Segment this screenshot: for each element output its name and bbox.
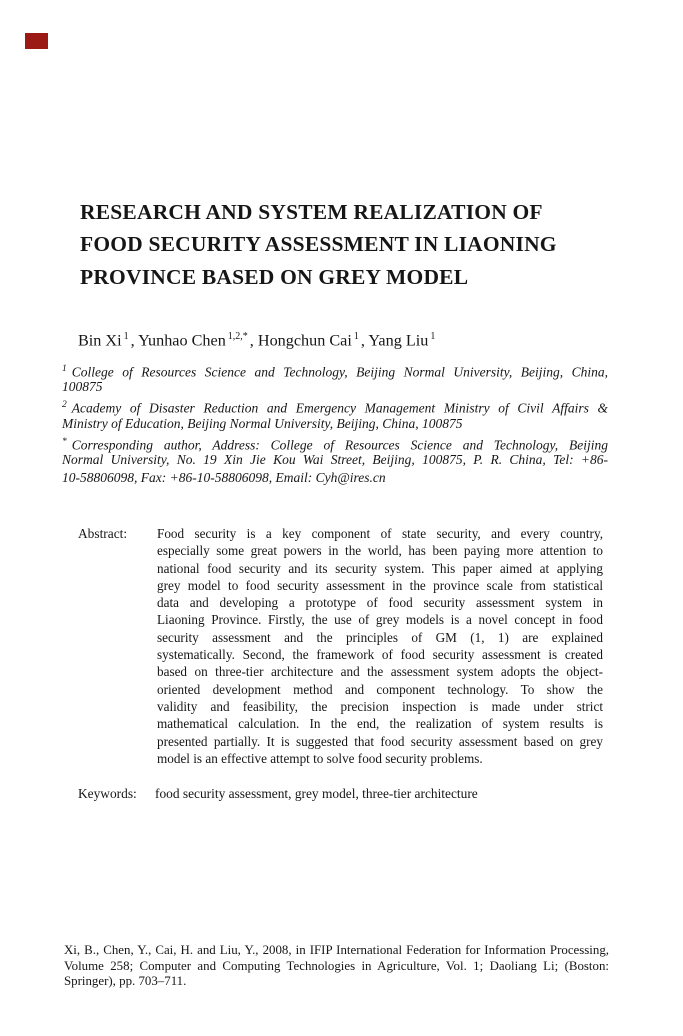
affiliation-text: Normal University, No. 19 Xin Jie Kou Wai Street, Beijing, 100875, P. R. China, Tel: +86- bbox=[62, 451, 608, 467]
affiliation-line bbox=[62, 415, 608, 433]
author-affiliation-marker: 1 bbox=[123, 331, 129, 342]
abstract-line: validity and feasibility, the precision inspection is made under strict bbox=[157, 698, 603, 714]
paper-title-line-3: PROVINCE BASED ON GREY MODEL bbox=[80, 264, 469, 289]
abstract-line: grey model to food security assessment in the province scale from statistical bbox=[157, 577, 603, 593]
affiliation-text: Ministry of Education, Beijing Normal University, Beijing, China, 100875 bbox=[62, 415, 463, 431]
author-name: Bin Xi bbox=[78, 331, 122, 350]
affiliation-line bbox=[62, 433, 608, 451]
affiliation-marker: * bbox=[62, 436, 67, 447]
affiliation-line bbox=[62, 469, 608, 487]
abstract-line: especially some great powers in the world, has been paying more attention to bbox=[157, 543, 603, 559]
author-name: , Yunhao Chen bbox=[130, 331, 226, 350]
paper-title-line-1: RESEARCH AND SYSTEM REALIZATION OF bbox=[80, 200, 543, 224]
paper-title-line-2: FOOD SECURITY ASSESSMENT IN LIAONING bbox=[80, 232, 557, 257]
author-affiliation-marker: 1,2,* bbox=[227, 331, 248, 342]
author-affiliation-marker: 1 bbox=[430, 331, 436, 342]
abstract-label: Abstract: bbox=[78, 526, 128, 541]
abstract-line: presented partially. It is suggested that food security assessment based on grey bbox=[157, 733, 603, 749]
affiliation-marker: 1 bbox=[62, 364, 67, 374]
citation-line: Xi, B., Chen, Y., Cai, H. and Liu, Y., 2008, in IFIP International Federation for Information Processing, bbox=[64, 943, 609, 957]
abstract-line: security assessment and the principles of GM (1, 1) are explained bbox=[157, 629, 603, 645]
affiliation-marker: 2 bbox=[62, 400, 67, 411]
abstract-line: model is an effective attempt to solve food security problems. bbox=[157, 750, 483, 766]
abstract-line: national food security and its security system. This paper aimed at applying bbox=[157, 560, 603, 576]
keywords-text: food security assessment, grey model, three-tier architecture bbox=[155, 786, 478, 801]
abstract-text bbox=[157, 525, 603, 767]
author-name: , Yang Liu bbox=[360, 331, 429, 350]
citation-footer bbox=[64, 943, 609, 990]
red-stamp-mark bbox=[25, 33, 48, 49]
abstract-line: systematically. Second, the framework of food security assessment is created bbox=[157, 647, 603, 663]
affiliation-text: College of Resources Science and Technology, Beijing Normal University, Beijing, China, bbox=[71, 364, 608, 380]
affiliation-line bbox=[62, 396, 608, 414]
affiliation-line bbox=[62, 451, 608, 469]
abstract-line: data and developing a prototype of food security assessment system in bbox=[157, 595, 603, 611]
affiliation-text: 10-58806098, Fax: +86-10-58806098, Email: Cyh@ires.cn bbox=[62, 470, 386, 486]
affiliation-text: 100875 bbox=[62, 379, 103, 395]
citation-line: Volume 258; Computer and Computing Technologies in Agriculture, Vol. 1; Daoliang Li; (Boston: bbox=[64, 958, 609, 973]
abstract-line: based on three-tier architecture and the assessment system adopts the object- bbox=[157, 664, 603, 680]
paper-title bbox=[80, 196, 557, 293]
author-name: , Hongchun Cai bbox=[249, 331, 352, 350]
abstract-line: Liaoning Province. Firstly, the use of grey models is a novel concept in food bbox=[157, 612, 603, 628]
author-list bbox=[78, 331, 437, 350]
affiliation-text: Academy of Disaster Reduction and Emergency Management Ministry of Civil Affairs & bbox=[71, 400, 608, 416]
author-affiliation-marker: 1 bbox=[353, 331, 359, 342]
affiliation-line bbox=[62, 378, 608, 396]
affiliation-text: Corresponding author, Address: College of Resources Science and Technology, Beijing bbox=[71, 437, 608, 453]
citation-line: Springer), pp. 703–711. bbox=[64, 974, 187, 989]
affiliations-block bbox=[62, 360, 608, 487]
abstract-line: Food security is a key component of state security, and every country, bbox=[157, 526, 603, 541]
keywords-label: Keywords: bbox=[78, 786, 137, 801]
affiliation-line bbox=[62, 360, 608, 378]
abstract-line: mathematical calculation. In the end, the realization of system results is bbox=[157, 716, 603, 732]
abstract-line: oriented development method and component technology. To show the bbox=[157, 681, 603, 697]
